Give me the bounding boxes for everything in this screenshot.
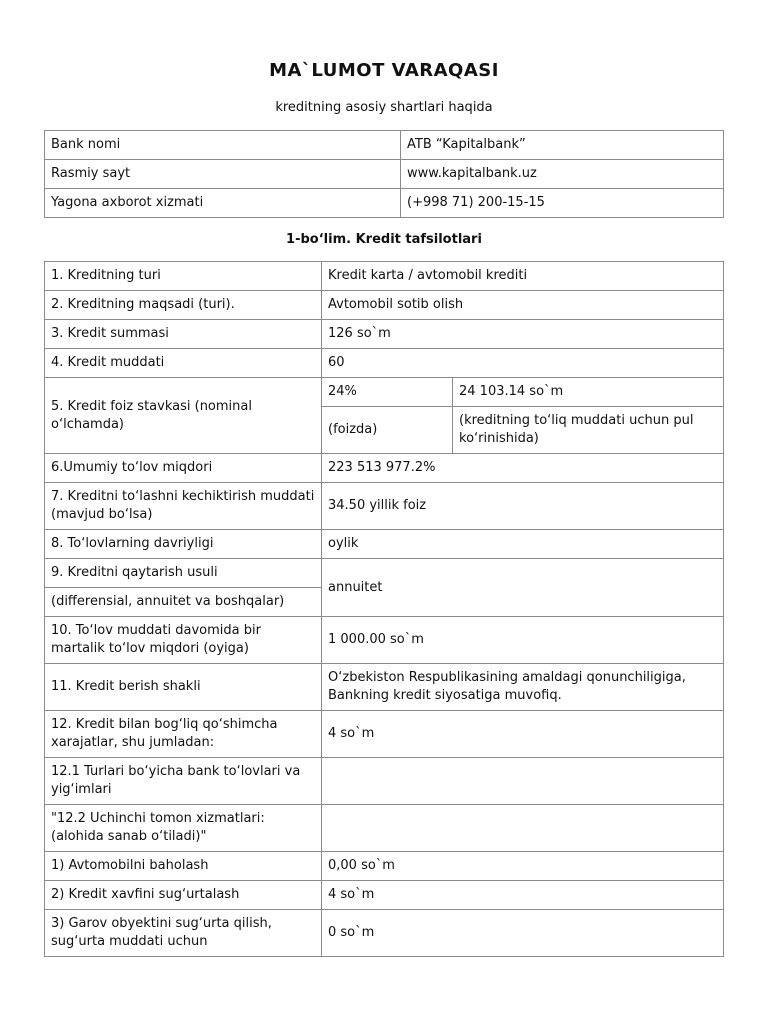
page-subtitle: kreditning asosiy shartlari haqida (275, 100, 493, 115)
row-value: 4 so`m (322, 711, 724, 758)
row-value: Kredit karta / avtomobil krediti (322, 262, 724, 291)
row-value: O‘zbekiston Respublikasining amaldagi qonunchiligiga, Bankning kredit siyosatiga muvofiq. (322, 664, 724, 711)
row-label: 2) Kredit xavfini sug‘urtalash (45, 881, 322, 910)
row-value: 4 so`m (322, 881, 724, 910)
table-row (45, 291, 724, 320)
credit-details-table (44, 261, 724, 957)
table-row (45, 711, 724, 758)
table-row (45, 805, 724, 852)
row-value: annuitet (322, 559, 724, 617)
row-label: 4. Kredit muddati (45, 349, 322, 378)
table-row (45, 454, 724, 483)
table-row (45, 378, 724, 407)
row-value: 0,00 so`m (322, 852, 724, 881)
website-value: www.kapitalbank.uz (401, 160, 724, 189)
row-value: 34.50 yillik foiz (322, 483, 724, 530)
hotline-value: (+998 71) 200-15-15 (401, 189, 724, 218)
row-label: 1. Kreditning turi (45, 262, 322, 291)
row-label: 3. Kredit summasi (45, 320, 322, 349)
table-row (45, 262, 724, 291)
table-row (45, 530, 724, 559)
row-value: 126 so`m (322, 320, 724, 349)
table-row (45, 852, 724, 881)
row-label: 2. Kreditning maqsadi (turi). (45, 291, 322, 320)
row-label: 12.1 Turlari bo‘yicha bank to‘lovlari va yig‘imlari (45, 758, 322, 805)
interest-rate-amount: 24 103.14 so`m (453, 378, 724, 407)
page-title: MA`LUMOT VARAQASI (269, 60, 499, 81)
table-row (45, 910, 724, 957)
row-value (322, 805, 724, 852)
interest-rate-percent-note: (foizda) (322, 407, 453, 454)
table-row (45, 559, 724, 588)
row-value: Avtomobil sotib olish (322, 291, 724, 320)
table-row (45, 189, 724, 218)
bank-info-table (44, 130, 724, 218)
table-row (45, 349, 724, 378)
hotline-label: Yagona axborot xizmati (45, 189, 401, 218)
row-value: 223 513 977.2% (322, 454, 724, 483)
row-value: oylik (322, 530, 724, 559)
row-label: 12. Kredit bilan bog‘liq qo‘shimcha xarajatlar, shu jumladan: (45, 711, 322, 758)
section-title: 1-bo‘lim. Kredit tafsilotlari (286, 232, 482, 247)
row-value: 0 so`m (322, 910, 724, 957)
row-value: 1 000.00 so`m (322, 617, 724, 664)
table-row (45, 483, 724, 530)
interest-rate-label: 5. Kredit foiz stavkasi (nominal o‘lchamda) (45, 378, 322, 454)
table-row (45, 617, 724, 664)
interest-rate-percent: 24% (322, 378, 453, 407)
row-label: 8. To‘lovlarning davriyligi (45, 530, 322, 559)
row-label: 11. Kredit berish shakli (45, 664, 322, 711)
bank-name-label: Bank nomi (45, 131, 401, 160)
table-row (45, 881, 724, 910)
table-row (45, 160, 724, 189)
row-label: 9. Kreditni qaytarish usuli (45, 559, 322, 588)
row-label: 10. To‘lov muddati davomida bir martalik to‘lov miqdori (oyiga) (45, 617, 322, 664)
row-sub-label: (differensial, annuitet va boshqalar) (45, 588, 322, 617)
row-label: 3) Garov obyektini sug‘urta qilish, sug‘urta muddati uchun (45, 910, 322, 957)
interest-rate-amount-note: (kreditning to‘liq muddati uchun pul ko‘rinishida) (453, 407, 724, 454)
table-row (45, 758, 724, 805)
row-value: 60 (322, 349, 724, 378)
row-label: 1) Avtomobilni baholash (45, 852, 322, 881)
row-label: 7. Kreditni to‘lashni kechiktirish muddati (mavjud bo‘lsa) (45, 483, 322, 530)
table-row (45, 320, 724, 349)
table-row (45, 131, 724, 160)
website-label: Rasmiy sayt (45, 160, 401, 189)
row-label: 6.Umumiy to‘lov miqdori (45, 454, 322, 483)
bank-name-value: ATB “Kapitalbank” (401, 131, 724, 160)
row-value (322, 758, 724, 805)
table-row (45, 664, 724, 711)
row-label: "12.2 Uchinchi tomon xizmatlari: (alohida sanab o‘tiladi)" (45, 805, 322, 852)
